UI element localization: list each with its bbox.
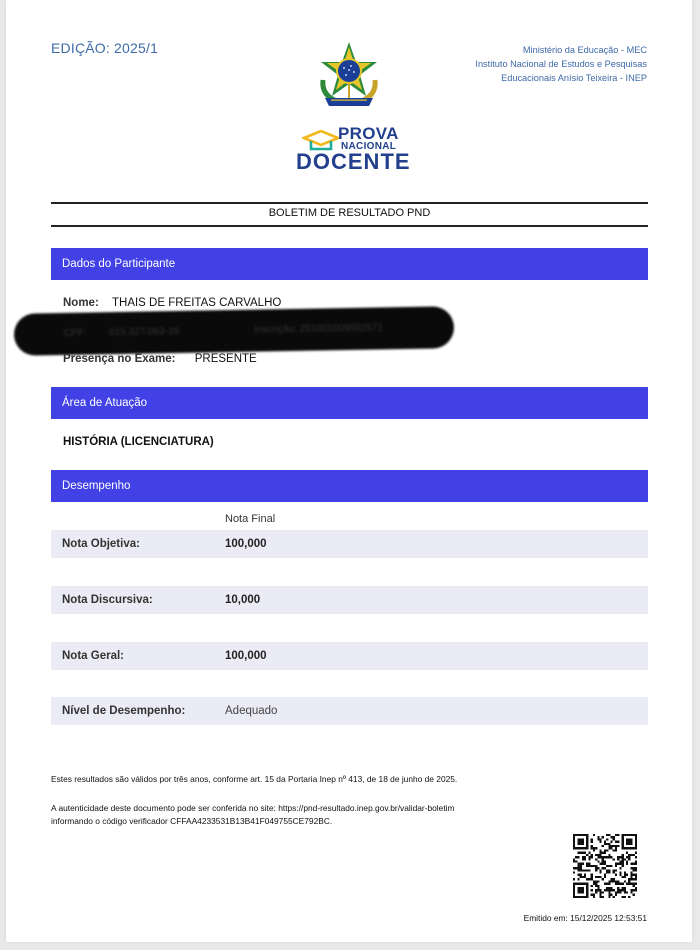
score-value: 10,000 <box>225 594 261 606</box>
score-row <box>51 642 648 670</box>
score-row <box>51 697 648 725</box>
area-value <box>63 436 214 448</box>
name-label: Nome: <box>63 297 99 309</box>
redaction-mark <box>14 306 455 356</box>
score-value: 100,000 <box>225 538 267 550</box>
document-title: BOLETIM DE RESULTADO PND <box>268 207 431 219</box>
score-row <box>51 586 648 614</box>
ministry-line: Instituto Nacional de Estudos e Pesquisas <box>475 59 647 69</box>
score-label: Nível de Desempenho: <box>62 705 186 717</box>
score-label: Nota Objetiva: <box>62 538 140 550</box>
qr-code-icon <box>573 834 637 898</box>
section-header-participante: Dados do Participante <box>51 248 648 280</box>
name-value: THAIS DE FREITAS CARVALHO <box>111 297 282 309</box>
presence-value: PRESENTE <box>194 353 257 365</box>
score-label: Nota Geral: <box>62 650 124 662</box>
participant-presence <box>63 353 257 365</box>
logo-nacional-text: NACIONAL <box>341 141 397 152</box>
ministry-info <box>427 43 647 85</box>
area-text: HISTÓRIA (LICENCIATURA) <box>63 436 214 448</box>
ministry-line: Ministério da Educação - MEC <box>522 45 647 55</box>
logo-docente-text: DOCENTE <box>296 149 411 174</box>
authenticity-line: informando o código verificador CFFAA4233531B13B41F049755CE792BC. <box>51 816 333 826</box>
participant-name <box>63 297 281 309</box>
authenticity-line: A autenticidade deste documento pode ser conferida no site: https://pnd-resultado.inep.gov.br/validar-boletim <box>51 803 455 813</box>
divider <box>51 225 648 227</box>
authenticity-note <box>51 802 455 828</box>
performance-level-value: Adequado <box>225 705 278 717</box>
section-header-area: Área de Atuação <box>51 387 648 419</box>
document-page <box>6 0 692 942</box>
cpf-value: 015.327.063-16 <box>108 325 180 339</box>
divider <box>51 202 648 204</box>
pnd-logo <box>294 124 414 176</box>
validity-note: Estes resultados são válidos por três anos, conforme art. 15 da Portaria Inep nº 413, de 18 de junho de 2025. <box>51 774 458 784</box>
issued-timestamp: Emitido em: 15/12/2025 12:53:51 <box>523 913 647 923</box>
score-row <box>51 530 648 558</box>
logo-prova-text: PROVA <box>338 124 399 143</box>
brazil-coat-of-arms-icon <box>313 40 385 112</box>
cpf-label: CPF: <box>63 327 87 339</box>
edition-label: EDIÇÃO: 2025/1 <box>51 40 159 56</box>
nota-final-header: Nota Final <box>225 513 276 525</box>
score-label: Nota Discursiva: <box>62 594 153 606</box>
ministry-line: Educacionais Anísio Teixeira - INEP <box>501 73 647 83</box>
section-header-desempenho: Desempenho <box>51 470 648 502</box>
inscricao-value: Inscrição: 251001009502571 <box>253 322 384 336</box>
presence-label: Presença no Exame: <box>63 353 176 365</box>
score-value: 100,000 <box>225 650 267 662</box>
